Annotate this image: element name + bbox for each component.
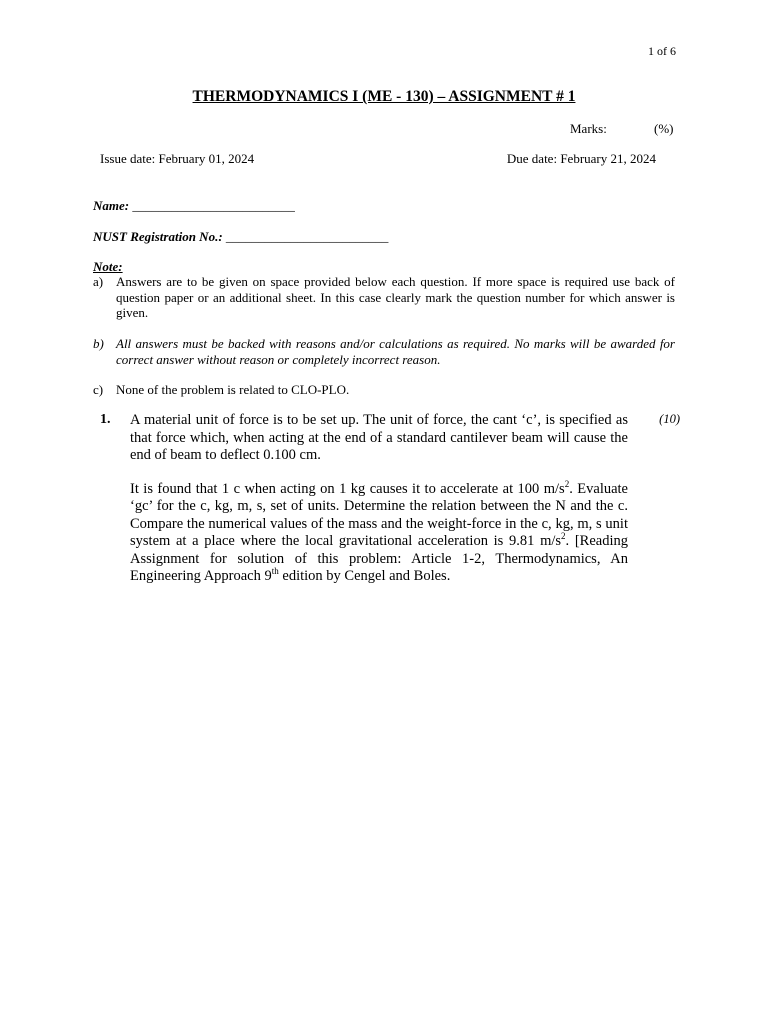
- question-text: . Evaluate ‘gc’ for the c, kg, m, s, set of units. Determine the relation between the N and the c. Compare the numerical values of the mass and the weight-force in the c, kg, m, s unit system at a place where the local gravitational acceleration is 9.81 m/s: [130, 480, 628, 549]
- due-date: Due date: February 21, 2024: [506, 151, 656, 166]
- note-item: [93, 336, 675, 367]
- note-heading: Note:: [93, 259, 123, 274]
- page-title: THERMODYNAMICS I (ME - 130) – ASSIGNMENT # 1: [192, 88, 576, 105]
- name-label: Name:: [93, 198, 130, 213]
- note-item: [93, 382, 675, 398]
- marks-value: (%): [654, 121, 674, 136]
- question-marks: (10): [659, 412, 680, 426]
- marks-field: [570, 121, 674, 137]
- page-number: 1 of 6: [648, 44, 676, 58]
- question-paragraph-2: [130, 478, 629, 586]
- name-field: [93, 198, 295, 214]
- question-number: 1.: [100, 412, 111, 427]
- note-text: None of the problem is related to CLO-PLO.: [116, 382, 350, 397]
- note-item: [93, 274, 675, 321]
- superscript: 2: [561, 531, 566, 542]
- marks-label: Marks:: [570, 121, 607, 136]
- superscript: 2: [564, 478, 570, 489]
- question-paragraph-1: A material unit of force is to be set up. The unit of force, the cant ‘c’, is specified as that force which, when acting at the end of a standard cantilever beam will cause the end of beam to deflect 0.100 cm.: [130, 412, 628, 463]
- question-body: [130, 412, 628, 602]
- question-text: edition by Cengel and Boles.: [278, 568, 451, 584]
- note-label: a): [93, 274, 104, 289]
- note-text: Answers are to be given on space provided below each question. If more space is required use back of question paper or an additional sheet. In this case clearly mark the question number for which answer is given.: [116, 274, 675, 320]
- issue-date: Issue date: February 01, 2024: [100, 151, 255, 166]
- note-text: All answers must be backed with reasons and/or calculations as required. No marks will be awarded for correct answer without reason or completely incorrect reason.: [116, 336, 675, 367]
- note-label: c): [93, 382, 104, 397]
- registration-field: [93, 229, 388, 245]
- name-blank-line: _________________________: [129, 198, 295, 213]
- question-text: . [Reading Assignment for solution of this problem: Article 1-2, Thermodynamics, An Engineering Approach 9: [130, 533, 629, 584]
- question-text: It is found that 1 c when acting on 1 kg causes it to accelerate at 100 m/s: [130, 480, 565, 497]
- registration-label: NUST Registration No.:: [93, 229, 223, 244]
- registration-blank-line: _________________________: [222, 229, 389, 244]
- superscript: th: [271, 566, 279, 577]
- note-label: b): [93, 336, 104, 351]
